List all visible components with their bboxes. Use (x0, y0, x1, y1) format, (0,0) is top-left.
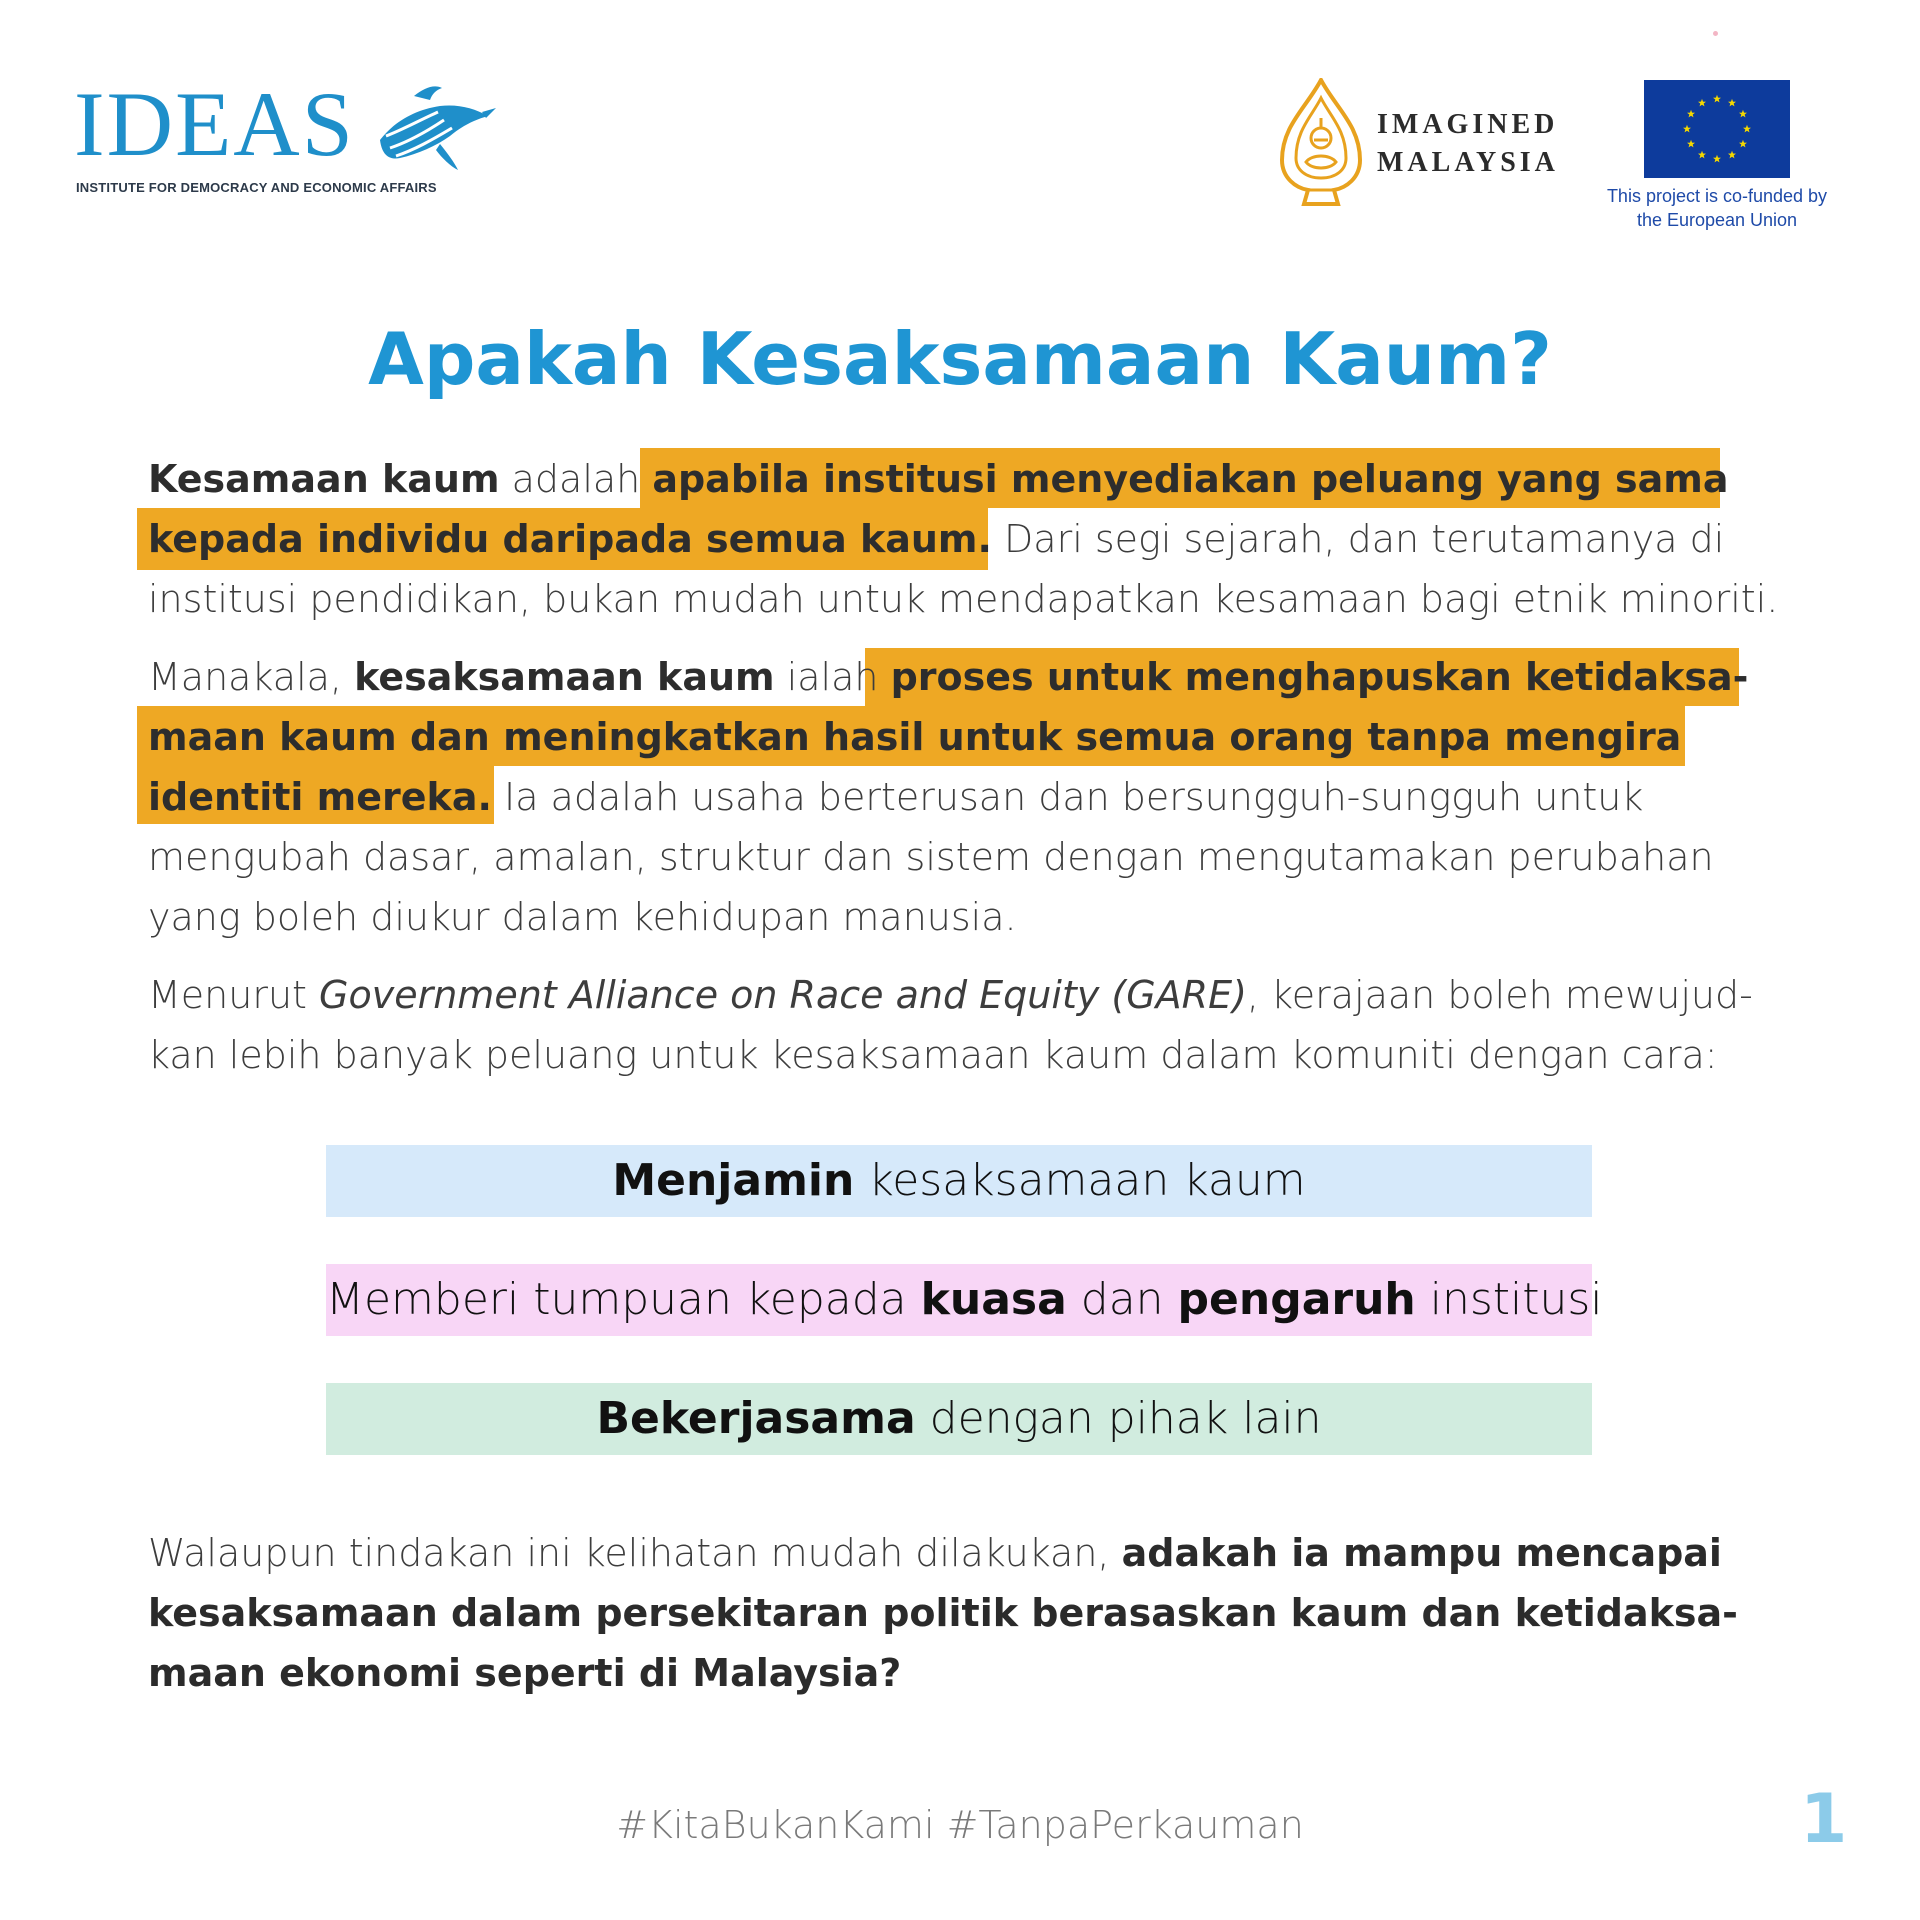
action-box-focus (326, 1264, 1603, 1336)
wayang-emblem-icon (1276, 78, 1366, 206)
ideas-logo (74, 73, 494, 198)
body-text: Walaupun tindakan ini kelihatan mudah dilakukan, (148, 1531, 1122, 1575)
action-keyword: kuasa (920, 1274, 1067, 1325)
action-keyword: Menjamin (612, 1155, 855, 1206)
paragraph1-line2 (148, 514, 1724, 564)
closing-line1 (148, 1528, 1722, 1578)
imagined-malaysia-line1: IMAGINED (1377, 109, 1559, 140)
dove-icon (370, 82, 498, 172)
paragraph3-line2: kan lebih banyak peluang untuk kesaksamaan kaum dalam komuniti dengan cara: (148, 1033, 1718, 1077)
action-box-guarantee (326, 1145, 1592, 1217)
action-text: Memberi tumpuan kepada (326, 1274, 921, 1325)
action-text: dan (1066, 1274, 1178, 1325)
page-number: 1 (1800, 1780, 1848, 1859)
paragraph2-line5: yang boleh diukur dalam kehidupan manusia. (148, 895, 1017, 939)
action-keyword: pengaruh (1177, 1274, 1416, 1325)
action-text: kesaksamaan kaum (854, 1155, 1306, 1206)
definition-highlight: maan kaum dan meningkatkan hasil untuk semua orang tanpa mengira (148, 715, 1682, 759)
closing-line3 (148, 1648, 901, 1698)
eu-caption-line1: This project is co-funded by (1606, 186, 1828, 206)
paragraph3-line1 (148, 970, 1753, 1020)
term-kesaksamaan-kaum: kesaksamaan kaum (354, 655, 775, 699)
paragraph2-line3 (148, 772, 1643, 822)
action-text: institusi (1415, 1274, 1603, 1325)
eu-funding-caption (1580, 184, 1854, 232)
body-text: Manakala, (148, 655, 355, 699)
definition-highlight: identiti mereka. (148, 775, 492, 819)
action-keyword: Bekerjasama (596, 1393, 916, 1444)
definition-highlight: proses untuk menghapuskan ketidaksa- (890, 655, 1749, 699)
connector-text: ialah (774, 655, 891, 699)
decorative-dot (1713, 31, 1718, 36)
paragraph2-line2 (148, 712, 1681, 762)
closing-question: adakah ia mampu mencapai (1121, 1531, 1722, 1575)
closing-question: maan ekonomi seperti di Malaysia? (148, 1651, 902, 1695)
definition-highlight: apabila institusi menyediakan peluang yang sama (652, 457, 1729, 501)
eu-flag-icon (1644, 80, 1790, 178)
hashtags: #KitaBukanKami #TanpaPerkauman (616, 1803, 1304, 1847)
definition-highlight: kepada individu daripada semua kaum. (148, 517, 992, 561)
body-text: Menurut (148, 973, 320, 1017)
action-text: dengan pihak lain (915, 1393, 1322, 1444)
paragraph1-line1 (148, 454, 1729, 504)
action-box-collaborate (326, 1383, 1592, 1455)
ideas-logo-wordmark: IDEAS (74, 73, 355, 175)
paragraph1-line3: institusi pendidikan, bukan mudah untuk mendapatkan kesamaan bagi etnik minoriti. (148, 577, 1779, 621)
source-name: Government Alliance on Race and Equity (GARE) (319, 973, 1247, 1017)
imagined-malaysia-wordmark (1377, 106, 1559, 182)
paragraph2-line4: mengubah dasar, amalan, struktur dan sistem dengan mengutamakan perubahan (148, 835, 1714, 879)
paragraph2-line1 (148, 652, 1748, 702)
imagined-malaysia-logo (1276, 78, 1606, 208)
ideas-logo-subtitle: INSTITUTE FOR DEMOCRACY AND ECONOMIC AFFAIRS (76, 180, 437, 195)
page-title: Apakah Kesaksamaan Kaum? (368, 317, 1552, 401)
closing-question: kesaksamaan dalam persekitaran politik berasaskan kaum dan ketidaksa- (148, 1591, 1738, 1635)
imagined-malaysia-line2: MALAYSIA (1377, 147, 1559, 178)
body-text: Dari segi sejarah, dan terutamanya di (991, 517, 1725, 561)
term-kesamaan-kaum: Kesamaan kaum (148, 457, 500, 501)
body-text: Ia adalah usaha berterusan dan bersungguh-sungguh untuk (491, 775, 1644, 819)
body-text: , kerajaan boleh mewujud- (1246, 973, 1753, 1017)
connector-text: adalah (499, 457, 653, 501)
closing-line2 (148, 1588, 1738, 1638)
eu-caption-line2: the European Union (1636, 210, 1798, 230)
